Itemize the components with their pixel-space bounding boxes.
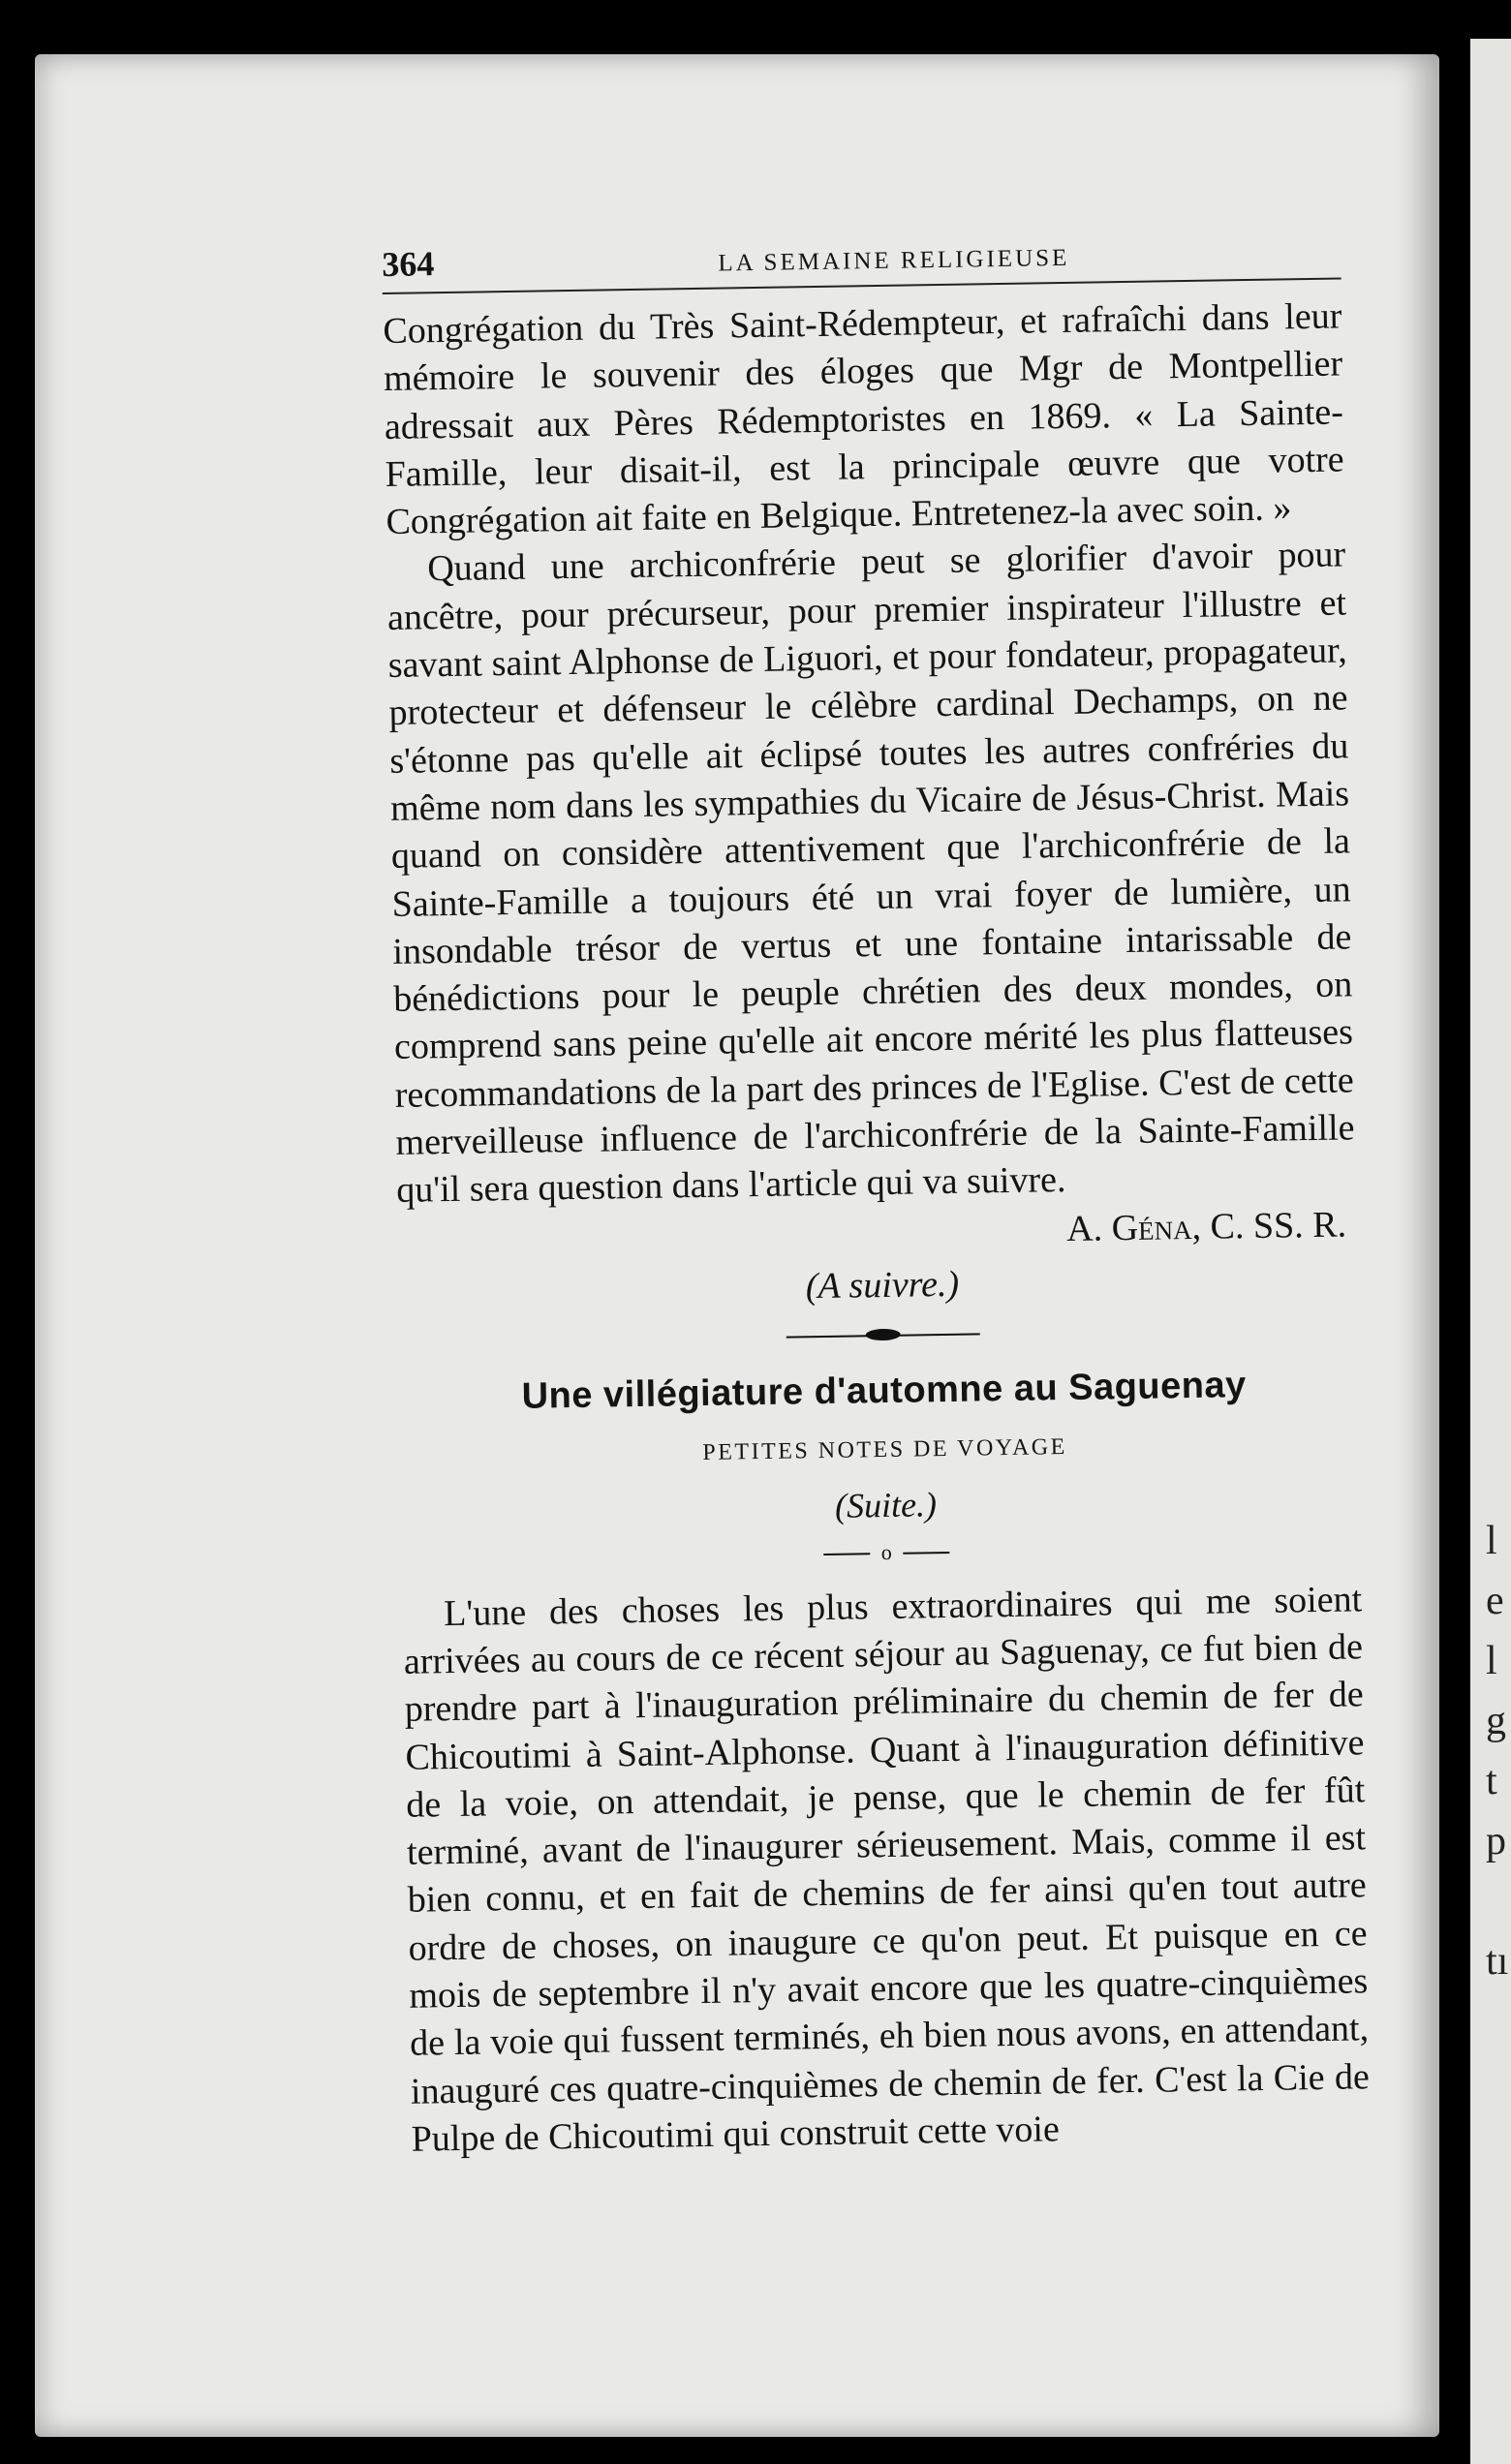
- page-content: [382, 229, 1380, 2164]
- article-body: L'une des choses les plus extraordinaires qui me soient arrivées au cours de ce récent séjour au Saguenay, ce fut bien de prendre part à l'inauguration préliminaire du chemin de fer de Chicoutimi à Saint-Alphonse. Quant à l'inauguration définitive de la voie, on attendait, je pense, que le chemin de fer fût terminé, avant de l'inaugurer sérieusement. Mais, comme il est bien connu, et en fait de chemins de fer ainsi qu'en tout autre ordre de choses, on inaugure ce qu'on peut. Et puisque en ce mois de septembre il n'y avait encore que les quatre-cinquièmes de la voie qui fussent terminés, eh bien nous avons, en attendant, inauguré ces quatre-cinquièmes de chemin de fer. C'est la Cie de Pulpe de Chicoutimi qui construit cette voie: [403, 1578, 1371, 2160]
- author-order: C. SS. R.: [1210, 1204, 1347, 1247]
- article-continuation-label: (Suite.): [834, 1484, 938, 1525]
- author-name: Géna: [1111, 1206, 1192, 1248]
- author-signature: A. Géna, C. SS. R.: [1065, 1204, 1347, 1249]
- running-title: LA SEMAINE RELIGIEUSE: [718, 244, 1070, 277]
- paragraph-continuation: Congrégation du Très Saint-Rédempteur, et rafraîchi dans leur mémoire le souvenir des éloges que Mgr de Montpellier adressait aux Pères Rédemptoristes en 1869. « La Sainte-Famille, leur disait-il, est la principale œuvre que votre Congrégation ait faite en Belgique. Entretenez-la avec soin. »: [383, 295, 1344, 543]
- page-number: 364: [382, 244, 435, 284]
- to-be-continued: (A suivre.): [805, 1263, 960, 1307]
- paragraph-archconfraternity: Quand une archiconfrérie peut se glorifier d'avoir pour ancêtre, pour précurseur, pour premier inspirateur l'illustre et savant saint Alphonse de Liguori, et pour fondateur, propagateur, protecteur et défenseur le célèbre cardinal Dechamps, on ne s'étonne pas qu'elle ait éclipsé toutes les autres confréries du même nom dans les sympathies du Vicaire de Jésus-Christ. Mais quand on considère attentivement que l'archiconfrérie de la Sainte-Famille a toujours été un vrai foyer de lumière, un insondable trésor de vertus et une fontaine intarissable de bénédictions pour le peuple chrétien des deux mondes, on comprend sans peine qu'elle ait encore mérité les plus flatteuses recommandations de la part des princes de l'Eglise. C'est de cette merveilleuse influence de l'archiconfrérie de la Sainte-Famille qu'il sera question dans l'article qui va suivre.: [386, 534, 1355, 1212]
- small-separator: [823, 1539, 949, 1564]
- separator-glyph: o: [880, 1539, 892, 1564]
- adjacent-page-text: l e l g t p tı: [1486, 1519, 1509, 1984]
- adjacent-page-edge: [1470, 39, 1511, 2464]
- article-subtitle: PETITES NOTES DE VOYAGE: [702, 1433, 1067, 1465]
- section-ornament: [786, 1326, 980, 1344]
- author-initial: A.: [1065, 1208, 1103, 1249]
- article-title: Une villégiature d'automne au Saguenay: [521, 1364, 1247, 1417]
